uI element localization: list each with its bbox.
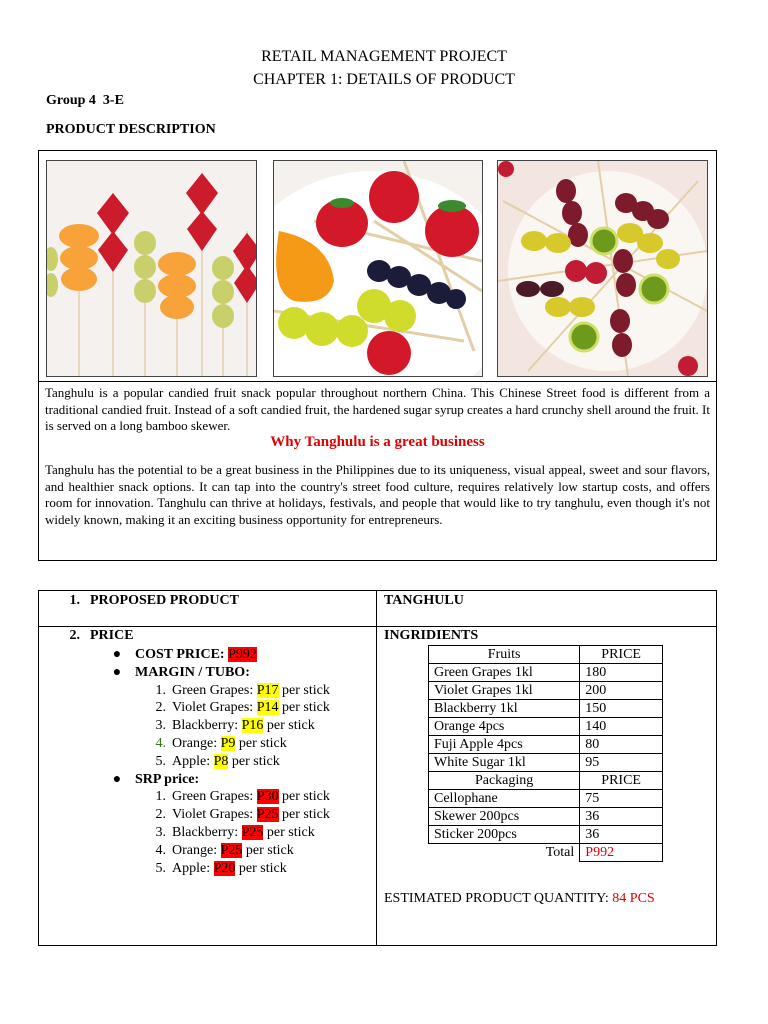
table-column-divider — [376, 590, 377, 946]
ingredients-table — [428, 645, 663, 862]
bullet-icon: ● — [112, 771, 122, 787]
total-label: Total — [429, 844, 580, 862]
margin-list — [144, 682, 373, 771]
group-label: Group 4 3-E — [46, 93, 124, 108]
srp-item-violet-grapes: 2. Violet Grapes: P25 per stick — [155, 807, 330, 823]
margin-heading: ● MARGIN / TUBO: — [108, 664, 373, 682]
srp-item-apple: 5. Apple: P20 per stick — [155, 860, 287, 876]
table-row: Orange 4pcs 140 — [429, 718, 663, 736]
margin-item-green-grapes: 1. Green Grapes: P17 per stick — [155, 682, 330, 698]
table-row: Fuji Apple 4pcs 80 — [429, 736, 663, 754]
margin-value: P9 — [220, 735, 236, 751]
ingredients-header-row: Fruits PRICE — [429, 646, 663, 664]
total-row — [429, 844, 663, 862]
estimated-quantity: ESTIMATED PRODUCT QUANTITY: 84 PCS — [384, 891, 655, 906]
cost-price-item: ● COST PRICE: P992 — [108, 646, 373, 664]
srp-item-orange: 4. Orange: P25 per stick — [155, 842, 294, 858]
section-heading: PRODUCT DESCRIPTION — [46, 122, 216, 137]
table-row-divider — [38, 626, 717, 627]
proposed-product-value: TANGHULU — [384, 593, 464, 608]
proposed-product-label: PROPOSED PRODUCT — [90, 593, 239, 608]
page-title: RETAIL MANAGEMENT PROJECT — [261, 48, 507, 65]
bullet-icon: ● — [112, 647, 122, 662]
margin-value: P14 — [256, 700, 279, 716]
packaging-header-row: Packaging PRICE — [429, 772, 663, 790]
table-row: Violet Grapes 1kl 200 — [429, 682, 663, 700]
table-row: White Sugar 1kl 95 — [429, 754, 663, 772]
price-list — [108, 646, 373, 877]
margin-item-orange: 4. Orange: P9 per stick — [155, 735, 287, 751]
total-value: P992 — [580, 844, 663, 862]
srp-item-blackberry: 3. Blackberry: P25 per stick — [155, 824, 315, 840]
table-row: Skewer 200pcs 36 — [429, 808, 663, 826]
tanghulu-photo-plate — [497, 160, 708, 377]
margin-value: P8 — [213, 753, 229, 769]
tanghulu-photo-strawberries — [273, 160, 483, 377]
tanghulu-photo-skewers — [46, 160, 257, 377]
margin-item-apple: 5. Apple: P8 per stick — [155, 753, 280, 769]
srp-value: P25 — [220, 842, 243, 858]
margin-item-blackberry: 3. Blackberry: P16 per stick — [155, 718, 315, 734]
why-heading: Why Tanghulu is a great business — [270, 434, 485, 450]
srp-item-green-grapes: 1. Green Grapes: P30 per stick — [155, 789, 330, 805]
margin-value: P17 — [256, 682, 279, 698]
srp-value: P20 — [213, 860, 236, 876]
chapter-title: CHAPTER 1: DETAILS OF PRODUCT — [253, 71, 515, 88]
cost-price-value: P992 — [228, 647, 257, 662]
row2-number: 2. — [69, 628, 80, 643]
srp-value: P30 — [256, 789, 279, 805]
table-row: Green Grapes 1kl 180 — [429, 664, 663, 682]
photo-divider — [38, 381, 717, 382]
margin-value: P16 — [241, 718, 264, 734]
srp-heading: ● SRP price: — [108, 771, 373, 789]
bullet-icon: ● — [112, 664, 122, 680]
srp-value: P25 — [256, 807, 279, 823]
table-row: Sticker 200pcs 36 — [429, 826, 663, 844]
srp-value: P25 — [241, 824, 264, 840]
table-row: Blackberry 1kl 150 — [429, 700, 663, 718]
margin-item-violet-grapes: 2. Violet Grapes: P14 per stick — [155, 700, 330, 716]
ingredients-label: INGRIDIENTS — [384, 628, 479, 643]
estimated-quantity-value: 84 PCS — [612, 891, 655, 906]
product-description-text: Tanghulu is a popular candied fruit snack popular throughout northern China. This Chinese Street food is different from a traditional candied fruit. Instead of a soft candied fruit, the hardened sugar syrup creates a hard crunchy shell around the fruit. It is served on a long bamboo skewer. — [45, 385, 710, 433]
price-label: PRICE — [90, 628, 134, 643]
table-row: Cellophane 75 — [429, 790, 663, 808]
srp-list — [144, 788, 373, 877]
row1-number: 1. — [69, 593, 80, 608]
business-reason-text: Tanghulu has the potential to be a great business in the Philippines due to its uniqueness, visual appeal, sweet and sour flavors, and healthier snack options. It can tap into the country's street food culture, requires relatively low startup costs, and offers room for innovation. Tanghulu can thrive at holidays, festivals, and people that would like to try tanghulu, even though it's not widely known, making it an exciting business opportunity for entrepreneurs. — [45, 462, 710, 527]
